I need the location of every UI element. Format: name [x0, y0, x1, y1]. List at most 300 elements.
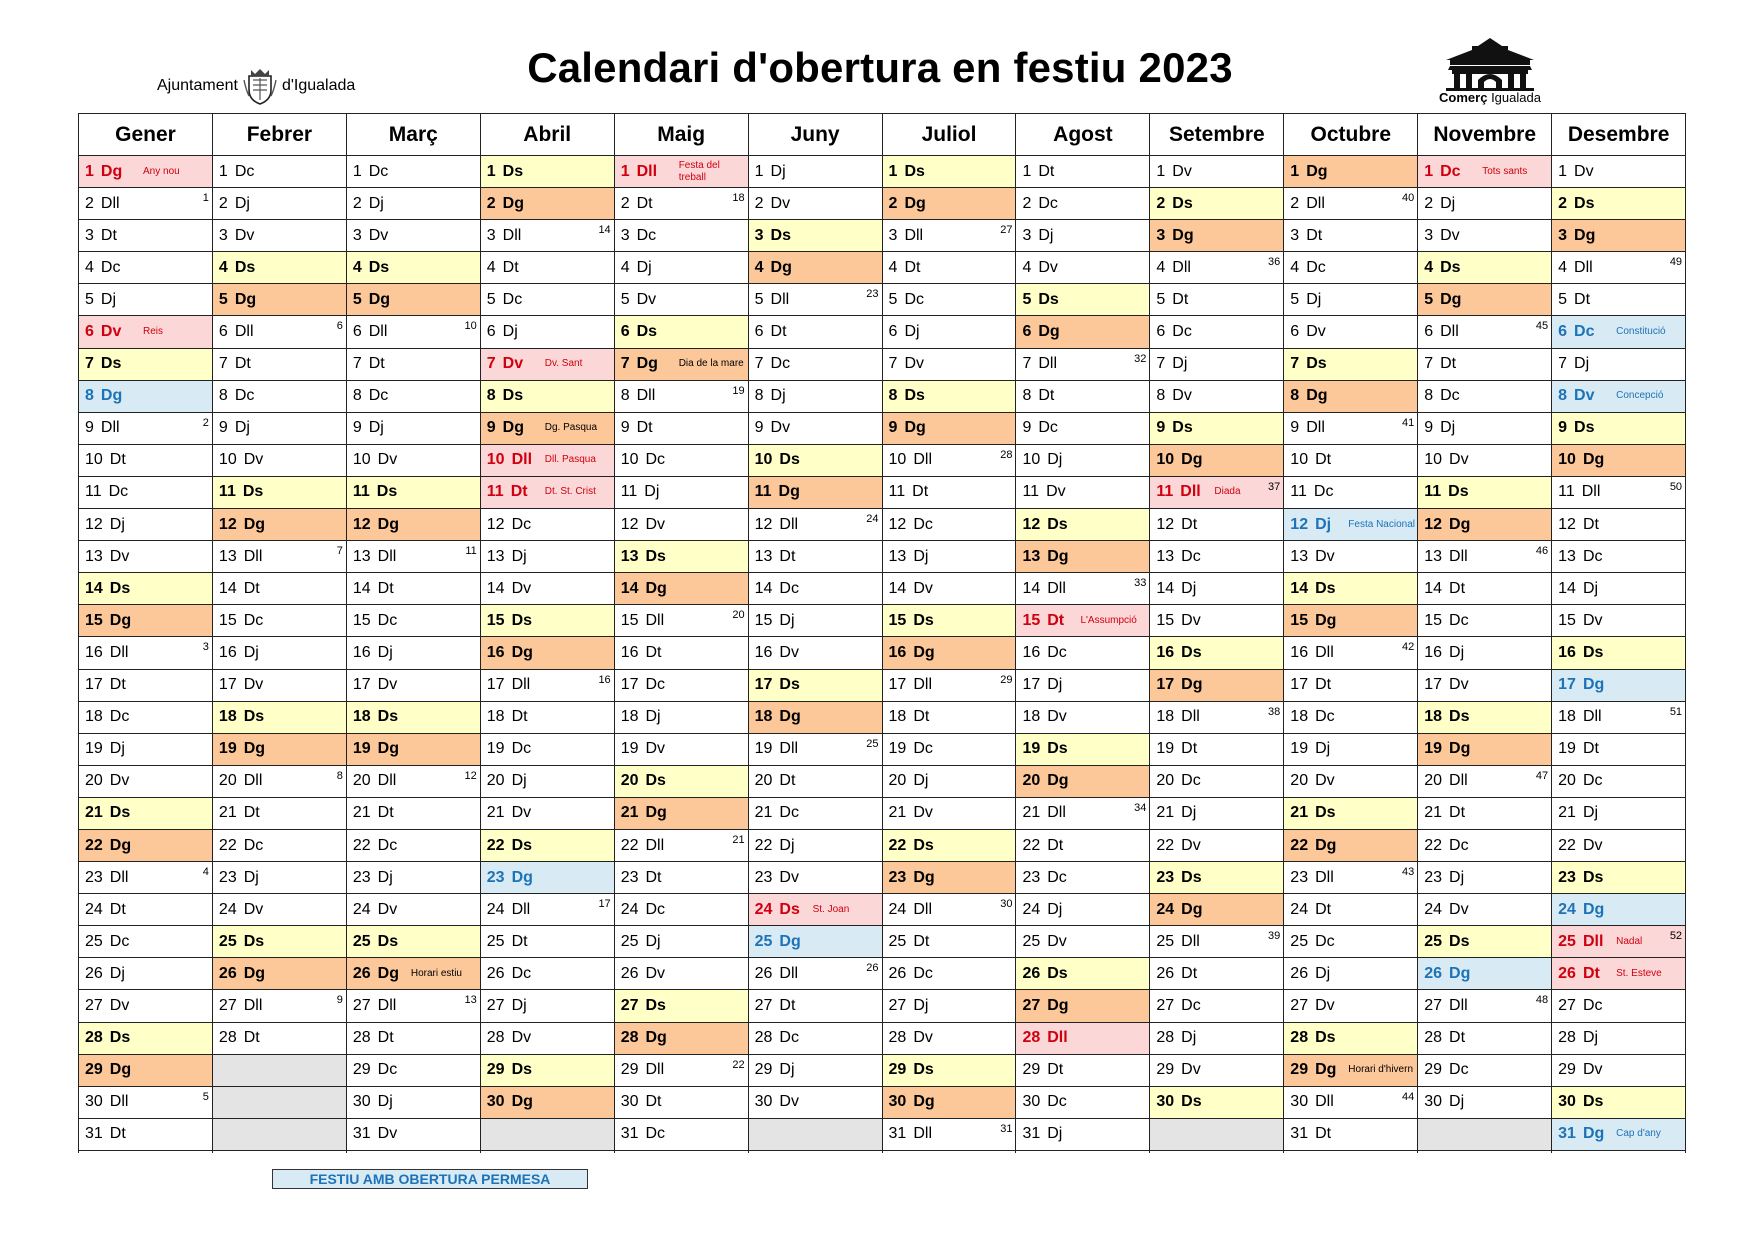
day-number: 31 — [1558, 1125, 1576, 1143]
weekday-label: Dv — [234, 226, 255, 244]
day-cell — [1552, 252, 1685, 284]
holiday-note: Diada — [1214, 486, 1241, 498]
weekday-label: Dt — [1582, 740, 1599, 758]
day-number: 12 — [888, 515, 907, 533]
day-number: 27 — [1424, 996, 1443, 1014]
day-number: 19 — [1290, 740, 1309, 758]
weekday-label: Dt — [368, 355, 385, 373]
day-number: 30 — [352, 1093, 371, 1111]
day-cell — [213, 798, 346, 830]
day-cell — [1016, 990, 1149, 1022]
weekday-label: Dj — [109, 515, 125, 533]
day-number: 9 — [486, 419, 496, 437]
day-cell — [1150, 573, 1283, 605]
day-cell — [1016, 958, 1149, 990]
week-number: 46 — [1535, 545, 1549, 558]
weekday-label: Ds — [1582, 643, 1604, 661]
day-cell — [1418, 605, 1551, 637]
day-number: 18 — [1424, 708, 1443, 726]
weekday-label: Ds — [770, 226, 791, 244]
day-cell — [615, 509, 748, 541]
day-number: 29 — [486, 1061, 505, 1079]
day-number: 11 — [85, 483, 102, 501]
weekday-label: Dj — [913, 996, 929, 1014]
weekday-label: Ds — [243, 932, 265, 950]
day-cell — [347, 926, 480, 958]
day-cell — [615, 637, 748, 669]
day-cell — [481, 862, 614, 894]
weekday-label: Dt — [377, 1029, 394, 1047]
day-cell — [1150, 445, 1283, 477]
day-cell — [481, 1087, 614, 1119]
weekday-label: Dv — [779, 1093, 799, 1111]
day-number: 22 — [620, 836, 639, 854]
day-number: 15 — [888, 611, 907, 629]
weekday-label: Dg — [1306, 387, 1328, 405]
day-number: 29 — [888, 1061, 907, 1079]
day-number: 7 — [85, 355, 94, 373]
week-number: 23 — [866, 288, 879, 301]
day-number: 19 — [1424, 740, 1443, 758]
day-cell — [1418, 284, 1551, 316]
day-cell — [883, 1023, 1016, 1055]
day-cell — [481, 381, 614, 413]
day-number: 13 — [1156, 547, 1175, 565]
weekday-label: Dj — [234, 194, 250, 212]
weekday-label: Ds — [1181, 643, 1202, 661]
weekday-label: Dg — [234, 290, 257, 308]
day-number: 14 — [218, 579, 237, 597]
weekday-label: Dj — [779, 1061, 795, 1079]
day-cell — [749, 1023, 882, 1055]
day-cell — [1150, 637, 1283, 669]
day-number: 25 — [1424, 932, 1443, 950]
day-number: 22 — [486, 836, 505, 854]
day-cell — [1284, 349, 1417, 381]
day-cell — [1418, 766, 1551, 798]
weekday-label: Dj — [109, 964, 125, 982]
day-cell — [481, 413, 614, 445]
weekday-label: Dj — [377, 643, 393, 661]
holiday-note: Festa Nacional — [1348, 518, 1415, 530]
weekday-label: Dj — [645, 932, 661, 950]
day-number: 25 — [1290, 932, 1309, 950]
month-days — [615, 156, 748, 1151]
day-cell — [213, 830, 346, 862]
weekday-label: Dv — [1582, 611, 1603, 629]
day-number: 5 — [1290, 290, 1300, 308]
weekday-label: Dg — [100, 162, 123, 180]
day-number: 29 — [620, 1061, 639, 1079]
day-cell — [481, 573, 614, 605]
weekday-label: Ds — [779, 900, 800, 918]
day-number: 4 — [85, 258, 94, 276]
weekday-label: Ds — [1047, 964, 1068, 982]
day-cell — [749, 894, 882, 926]
day-number: 31 — [620, 1125, 639, 1143]
day-number: 1 — [486, 162, 496, 180]
weekday-label: Ds — [1449, 708, 1470, 726]
day-number: 16 — [486, 643, 505, 661]
day-number: 7 — [1156, 355, 1166, 373]
day-number: 26 — [1424, 964, 1443, 982]
weekday-label: Dv — [511, 1029, 532, 1047]
day-number: 9 — [1424, 419, 1434, 437]
empty-day-cell — [213, 1119, 346, 1151]
day-cell — [883, 541, 1016, 573]
day-cell — [1016, 798, 1149, 830]
day-cell — [1284, 188, 1417, 220]
holiday-note: Constitució — [1616, 326, 1666, 338]
day-cell — [615, 734, 748, 766]
day-cell — [1284, 220, 1417, 252]
holiday-note: Dia de la mare — [678, 358, 744, 370]
day-cell — [79, 990, 212, 1022]
day-number: 18 — [85, 708, 103, 726]
weekday-label: Ds — [1181, 1093, 1202, 1111]
day-cell — [1284, 958, 1417, 990]
day-number: 21 — [218, 804, 237, 822]
day-number: 6 — [1156, 323, 1166, 341]
weekday-label: Dt — [912, 483, 929, 501]
day-cell — [1418, 1055, 1551, 1087]
weekday-label: Dc — [1047, 643, 1067, 661]
weekday-label: Dt — [234, 355, 251, 373]
day-number: 7 — [486, 355, 496, 373]
week-number: 32 — [1134, 352, 1147, 365]
day-cell — [1284, 1023, 1417, 1055]
weekday-label: Dll — [636, 162, 658, 180]
weekday-label: Dll — [368, 323, 388, 341]
day-number: 28 — [1022, 1029, 1041, 1047]
weekday-label: Dll — [511, 676, 531, 694]
day-cell — [1552, 830, 1685, 862]
day-cell — [213, 188, 346, 220]
day-number: 16 — [1022, 643, 1041, 661]
day-number: 6 — [888, 323, 898, 341]
day-number: 6 — [1558, 323, 1568, 341]
day-cell — [347, 1055, 480, 1087]
month-days — [749, 156, 882, 1151]
day-number: 9 — [1290, 419, 1300, 437]
day-cell — [1150, 509, 1283, 541]
day-number: 12 — [218, 515, 237, 533]
weekday-label: Dll — [109, 868, 129, 886]
day-number: 13 — [1290, 547, 1309, 565]
day-cell — [1016, 252, 1149, 284]
day-cell — [1016, 541, 1149, 573]
year-calendar-grid — [78, 113, 1686, 1153]
weekday-label: Dt — [779, 547, 796, 565]
weekday-label: Dll — [1582, 708, 1602, 726]
weekday-label: Dll — [1581, 483, 1601, 501]
day-number: 3 — [352, 226, 362, 244]
weekday-label: Dv — [377, 1125, 398, 1143]
day-number: 17 — [1156, 676, 1175, 694]
day-cell — [615, 413, 748, 445]
day-number: 16 — [620, 643, 639, 661]
day-cell — [1418, 926, 1551, 958]
weekday-label: Ds — [779, 676, 800, 694]
weekday-label: Dj — [645, 708, 661, 726]
weekday-label: Dt — [1574, 290, 1591, 308]
weekday-label: Dj — [1047, 676, 1063, 694]
day-number: 19 — [218, 740, 237, 758]
day-cell — [1418, 830, 1551, 862]
weekday-label: Dc — [1313, 483, 1334, 501]
day-number: 19 — [486, 740, 505, 758]
day-number: 21 — [888, 804, 907, 822]
weekday-label: Ds — [1047, 515, 1068, 533]
weekday-label: Dg — [913, 1093, 935, 1111]
weekday-label: Dt — [511, 932, 528, 950]
day-cell — [749, 573, 882, 605]
day-cell — [1016, 156, 1149, 188]
weekday-label: Dll — [109, 643, 129, 661]
day-cell — [1150, 990, 1283, 1022]
weekday-label: Dv — [779, 868, 799, 886]
weekday-label: Dt — [1306, 226, 1323, 244]
day-cell — [883, 702, 1016, 734]
day-cell — [79, 316, 212, 348]
day-cell — [79, 926, 212, 958]
holiday-note: Tots sants — [1482, 165, 1528, 177]
weekday-label: Dll — [1582, 932, 1604, 950]
day-number: 29 — [85, 1061, 103, 1079]
weekday-label: Ds — [1440, 258, 1461, 276]
weekday-label: Ds — [913, 611, 934, 629]
weekday-label: Dj — [1315, 964, 1331, 982]
weekday-label: Dll — [1440, 323, 1459, 341]
day-cell — [213, 990, 346, 1022]
weekday-label: Dc — [904, 290, 924, 308]
day-cell — [615, 830, 748, 862]
day-number: 8 — [888, 387, 898, 405]
weekday-label: Ds — [904, 387, 925, 405]
weekday-label: Dt — [109, 451, 126, 469]
day-cell — [347, 894, 480, 926]
day-number: 25 — [218, 932, 237, 950]
day-cell — [1016, 766, 1149, 798]
day-number: 30 — [486, 1093, 505, 1111]
weekday-label: Dc — [1047, 1093, 1067, 1111]
weekday-label: Dj — [511, 547, 527, 565]
weekday-label: Dll — [1574, 258, 1593, 276]
weekday-label: Dj — [779, 611, 795, 629]
weekday-label: Dc — [779, 804, 799, 822]
day-cell — [79, 637, 212, 669]
weekday-label: Dc — [502, 290, 523, 308]
weekday-label: Dg — [368, 290, 391, 308]
day-cell — [481, 830, 614, 862]
weekday-label: Ds — [1582, 868, 1604, 886]
day-number: 10 — [218, 451, 237, 469]
day-cell — [749, 316, 882, 348]
day-cell — [1418, 734, 1551, 766]
day-number: 29 — [1424, 1061, 1443, 1079]
weekday-label: Dt — [904, 258, 921, 276]
day-cell — [481, 670, 614, 702]
day-number: 6 — [1424, 323, 1434, 341]
day-number: 4 — [218, 258, 228, 276]
week-number: 52 — [1669, 930, 1683, 943]
month-column — [1418, 114, 1552, 1153]
day-number: 18 — [620, 708, 639, 726]
weekday-label: Dc — [377, 611, 398, 629]
day-cell — [1016, 509, 1149, 541]
weekday-label: Dll — [377, 772, 397, 790]
day-cell — [1552, 798, 1685, 830]
day-cell — [1016, 220, 1149, 252]
day-number: 16 — [754, 643, 773, 661]
weekday-label: Dt — [1582, 515, 1599, 533]
weekday-label: Dv — [109, 996, 130, 1014]
weekday-label: Dg — [243, 964, 266, 982]
weekday-label: Dg — [243, 515, 266, 533]
weekday-label: Ds — [1306, 355, 1327, 373]
day-number: 16 — [1424, 643, 1443, 661]
weekday-label: Ds — [511, 1061, 533, 1079]
weekday-label: Dll — [1047, 579, 1066, 597]
month-days — [347, 156, 480, 1151]
day-cell — [615, 894, 748, 926]
day-cell — [615, 702, 748, 734]
day-cell — [79, 220, 212, 252]
week-number: 20 — [732, 609, 745, 622]
day-number: 27 — [754, 996, 773, 1014]
day-cell — [79, 1119, 212, 1151]
day-number: 7 — [754, 355, 764, 373]
day-number: 30 — [1558, 1093, 1576, 1111]
day-cell — [347, 349, 480, 381]
week-number: 13 — [464, 994, 477, 1007]
day-number: 13 — [352, 547, 371, 565]
day-cell — [1552, 413, 1685, 445]
weekday-label: Dc — [108, 483, 129, 501]
day-number: 7 — [218, 355, 228, 373]
day-cell — [1150, 670, 1283, 702]
day-number: 28 — [486, 1029, 505, 1047]
day-number: 7 — [620, 355, 630, 373]
weekday-label: Dv — [1582, 1061, 1603, 1079]
weekday-label: Dg — [109, 611, 132, 629]
day-cell — [1552, 573, 1685, 605]
weekday-label: Dc — [368, 387, 389, 405]
weekday-label: Dc — [1582, 772, 1603, 790]
day-cell — [1284, 445, 1417, 477]
weekday-label: Dll — [1306, 194, 1325, 212]
weekday-label: Dj — [1181, 1029, 1197, 1047]
day-cell — [481, 734, 614, 766]
day-number: 23 — [486, 868, 505, 886]
weekday-label: Dj — [1038, 226, 1054, 244]
day-cell — [883, 734, 1016, 766]
day-cell — [347, 1023, 480, 1055]
day-cell — [1418, 188, 1551, 220]
day-number: 22 — [352, 836, 371, 854]
weekday-label: Dg — [645, 804, 667, 822]
day-cell — [481, 1055, 614, 1087]
weekday-label: Dg — [1582, 451, 1605, 469]
day-number: 14 — [1022, 579, 1041, 597]
day-number: 14 — [486, 579, 505, 597]
day-cell — [1016, 316, 1149, 348]
weekday-label: Dll — [913, 1125, 932, 1143]
weekday-label: Dj — [770, 162, 786, 180]
day-cell — [347, 509, 480, 541]
day-number: 6 — [85, 323, 94, 341]
weekday-label: Dt — [1181, 740, 1198, 758]
day-number: 15 — [620, 611, 639, 629]
day-number: 11 — [352, 483, 370, 501]
day-number: 30 — [1290, 1093, 1309, 1111]
day-number: 5 — [486, 290, 496, 308]
weekday-label: Dll — [511, 451, 533, 469]
igualada-label: d'Igualada — [281, 77, 356, 94]
day-number: 9 — [218, 419, 228, 437]
weekday-label: Dll — [1315, 643, 1334, 661]
weekday-label: Dc — [109, 708, 130, 726]
day-cell — [1552, 445, 1685, 477]
day-cell — [1418, 1087, 1551, 1119]
day-number: 23 — [620, 868, 639, 886]
day-cell — [347, 445, 480, 477]
weekday-label: Ds — [779, 451, 800, 469]
weekday-label: Dt — [377, 579, 394, 597]
weekday-label: Dg — [109, 836, 132, 854]
day-number: 10 — [85, 451, 103, 469]
weekday-label: Dj — [368, 419, 384, 437]
day-number: 27 — [218, 996, 237, 1014]
month-column — [213, 114, 347, 1153]
weekday-label: Dt — [779, 772, 796, 790]
weekday-label: Dll — [1306, 419, 1325, 437]
day-cell — [1552, 284, 1685, 316]
day-cell — [883, 830, 1016, 862]
weekday-label: Dll — [779, 740, 799, 758]
day-number: 16 — [218, 643, 237, 661]
weekday-label: Dll — [1315, 868, 1334, 886]
day-number: 18 — [1156, 708, 1175, 726]
month-header: Juliol — [883, 114, 1016, 156]
day-number: 7 — [1424, 355, 1434, 373]
day-number: 4 — [1022, 258, 1032, 276]
day-cell — [1552, 541, 1685, 573]
weekday-label: Dll — [502, 226, 522, 244]
day-cell — [481, 316, 614, 348]
day-number: 13 — [218, 547, 237, 565]
day-number: 18 — [1290, 708, 1309, 726]
day-cell — [883, 381, 1016, 413]
month-header: Setembre — [1150, 114, 1283, 156]
month-header: Novembre — [1418, 114, 1551, 156]
day-number: 6 — [1290, 323, 1300, 341]
day-number: 23 — [1424, 868, 1443, 886]
ajuntament-label: Ajuntament — [157, 77, 238, 94]
weekday-label: Dc — [100, 258, 121, 276]
day-number: 11 — [486, 483, 504, 501]
day-number: 23 — [888, 868, 907, 886]
day-cell — [1016, 381, 1149, 413]
weekday-label: Dll — [100, 419, 120, 437]
weekday-label: Dv — [1046, 483, 1066, 501]
weekday-label: Dv — [1306, 323, 1326, 341]
weekday-label: Dc — [1315, 932, 1335, 950]
day-number: 19 — [1558, 740, 1576, 758]
week-number: 30 — [1000, 898, 1013, 911]
week-number: 27 — [1000, 224, 1013, 237]
day-cell — [213, 284, 346, 316]
